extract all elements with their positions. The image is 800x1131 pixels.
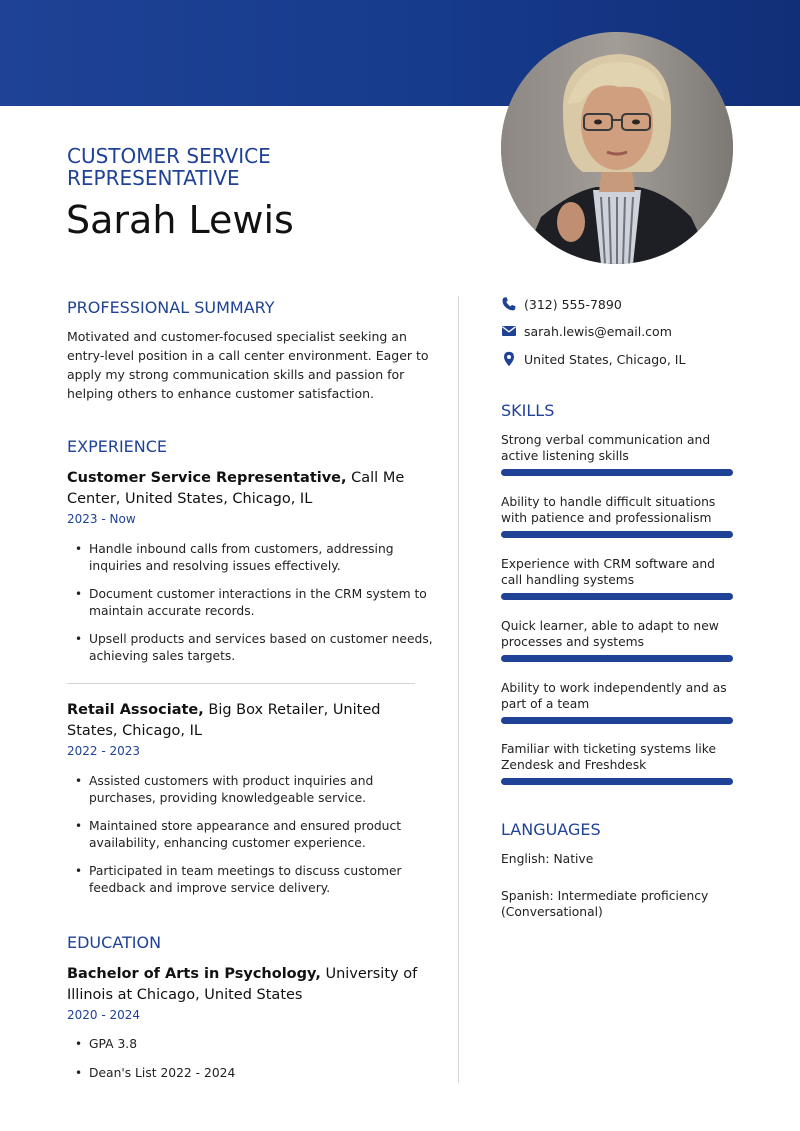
column-divider	[458, 296, 459, 1083]
email-icon	[501, 323, 517, 339]
list-item: • Participated in team meetings to discuss customer feedback and improve service delivery.	[67, 863, 437, 897]
skill-bar-fill	[501, 469, 733, 476]
education-heading: EDUCATION	[67, 933, 162, 952]
contact-phone	[501, 295, 622, 313]
contact-location	[501, 350, 685, 368]
skill-item	[501, 494, 733, 526]
job-1-dates: 2023 - Now	[67, 512, 136, 526]
skill-item	[501, 618, 733, 650]
education-bullets	[67, 1036, 437, 1082]
list-item: • Assisted customers with product inquiries and purchases, providing knowledgeable service.	[67, 773, 437, 807]
list-item: • Dean's List 2022 - 2024	[67, 1065, 437, 1082]
job-2-bullets	[67, 773, 437, 897]
skill-label: Ability to handle difficult situations with patience and professionalism	[501, 495, 716, 525]
skill-label: Strong verbal communication and active listening skills	[501, 433, 711, 463]
skill-bar	[501, 531, 733, 538]
skills-heading: SKILLS	[501, 401, 555, 420]
candidate-name: Sarah Lewis	[66, 198, 294, 242]
skill-bar-fill	[501, 531, 733, 538]
contact-email	[501, 322, 672, 340]
education-dates: 2020 - 2024	[67, 1008, 141, 1022]
job-1-bullets	[67, 541, 437, 665]
phone-text: (312) 555-7890	[524, 296, 622, 312]
location-pin-icon	[501, 351, 517, 367]
job-2-dates: 2022 - 2023	[67, 744, 141, 758]
job-1-heading	[67, 468, 432, 509]
skill-bar-fill	[501, 717, 733, 724]
skill-item	[501, 432, 733, 464]
summary-text: Motivated and customer-focused specialist seeking an entry-level position in a call center environment. Eager to apply my strong communication skills and passion for helping others to enhance customer satisfaction.	[67, 329, 429, 401]
summary-heading: PROFESSIONAL SUMMARY	[67, 298, 275, 317]
skill-label: Quick learner, able to adapt to new processes and systems	[501, 619, 719, 649]
job-1-role: Customer Service Representative,	[67, 470, 347, 486]
list-item: • GPA 3.8	[67, 1036, 437, 1053]
job-2-role: Retail Associate,	[67, 702, 204, 718]
list-item: • Document customer interactions in the CRM system to maintain accurate records.	[67, 586, 437, 620]
skill-label: Familiar with ticketing systems like Zendesk and Freshdesk	[501, 742, 717, 772]
job-1-employer: Call Me Center, United States, Chicago, IL	[67, 470, 405, 507]
education-degree: Bachelor of Arts in Psychology,	[67, 966, 321, 982]
email-text: sarah.lewis@email.com	[524, 323, 672, 339]
phone-icon	[501, 296, 517, 312]
job-2-employer: Big Box Retailer, United States, Chicago, IL	[67, 702, 381, 739]
skill-label: Ability to work independently and as part of a team	[501, 681, 727, 711]
skill-item	[501, 680, 733, 712]
job-title-line2: REPRESENTATIVE	[67, 166, 240, 190]
education-heading-entry	[67, 964, 432, 1005]
skill-bar	[501, 778, 733, 785]
skill-bar	[501, 469, 733, 476]
skill-bar	[501, 655, 733, 662]
job-title-line1: CUSTOMER SERVICE	[67, 144, 271, 168]
skill-bar	[501, 593, 733, 600]
languages-heading: LANGUAGES	[501, 820, 601, 839]
education-school: University of Illinois at Chicago, United States	[67, 966, 418, 1003]
list-item: • Upsell products and services based on customer needs, achieving sales targets.	[67, 631, 437, 665]
job-title	[67, 145, 467, 189]
skill-bar-fill	[501, 778, 733, 785]
skill-bar	[501, 717, 733, 724]
list-item: • Maintained store appearance and ensured product availability, enhancing customer experience.	[67, 818, 437, 852]
skill-label: Experience with CRM software and call handling systems	[501, 557, 715, 587]
language-item: English: Native	[501, 852, 594, 866]
skill-bar-fill	[501, 593, 733, 600]
skill-item	[501, 741, 733, 773]
divider	[67, 683, 415, 684]
skill-item	[501, 556, 733, 588]
skill-bar-fill	[501, 655, 733, 662]
list-item: • Handle inbound calls from customers, addressing inquiries and resolving issues effectively.	[67, 541, 437, 575]
location-text: United States, Chicago, IL	[524, 351, 686, 367]
profile-photo	[501, 32, 733, 264]
job-2-heading	[67, 700, 432, 741]
experience-heading: EXPERIENCE	[67, 437, 168, 456]
language-item: Spanish: Intermediate proficiency (Conversational)	[501, 889, 709, 919]
